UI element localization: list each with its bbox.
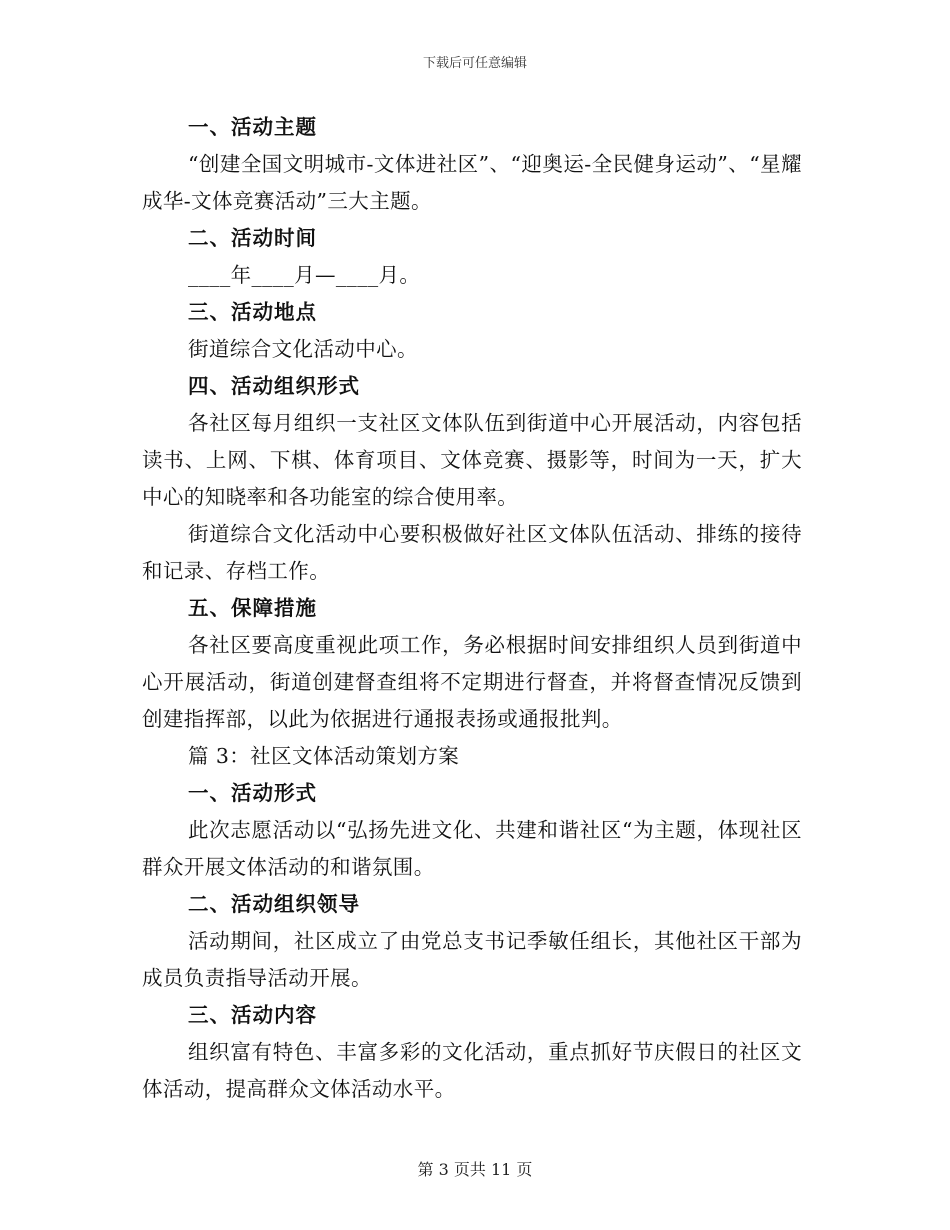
paragraph-organization-form-1: 各社区每月组织一支社区文体队伍到街道中心开展活动，内容包括读书、上网、下棋、体育项目、文体竞赛、摄影等，时间为一天，扩大中心的知晓率和各功能室的综合使用率。: [142, 411, 802, 509]
paragraph-activity-time: ____年____月—____月。: [188, 263, 421, 287]
section-heading-activity-time: 二、活动时间: [188, 226, 317, 250]
paragraph-activity-content: 组织富有特色、丰富多彩的文化活动，重点抓好节庆假日的社区文体活动，提高群众文体活动水平。: [142, 1040, 802, 1101]
section-heading-safeguard-measures: 五、保障措施: [188, 596, 317, 620]
section-heading-activity-theme: 一、活动主题: [188, 115, 317, 139]
section-heading-activity-location: 三、活动地点: [188, 300, 317, 324]
section-heading-leadership: 二、活动组织领导: [188, 892, 360, 916]
paragraph-activity-theme: “创建全国文明城市-文体进社区”、“迎奥运-全民健身运动”、“星耀成华-文体竞赛活动”三大主题。: [142, 152, 802, 213]
paragraph-safeguard-measures: 各社区要高度重视此项工作，务必根据时间安排组织人员到街道中心开展活动，街道创建督查组将不定期进行督查，并将督查情况反馈到创建指挥部，以此为依据进行通报表扬或通报批判。: [142, 633, 802, 731]
section-heading-activity-format: 一、活动形式: [188, 781, 317, 805]
page-header: 下载后可任意编辑: [422, 56, 527, 71]
section-heading-organization-form: 四、活动组织形式: [188, 374, 360, 398]
paragraph-organization-form-2: 街道综合文化活动中心要积极做好社区文体队伍活动、排练的接待和记录、存档工作。: [142, 522, 802, 583]
paragraph-activity-location: 街道综合文化活动中心。: [188, 337, 418, 361]
paragraph-leadership: 活动期间，社区成立了由党总支书记季敏任组长，其他社区干部为成员负责指导活动开展。: [142, 929, 802, 990]
document-body: [142, 109, 802, 1108]
paragraph-activity-format: 此次志愿活动以“弘扬先进文化、共建和谐社区“为主题，体现社区群众开展文体活动的和谐氛围。: [142, 818, 802, 879]
section-heading-activity-content: 三、活动内容: [188, 1003, 317, 1027]
article-3-title: 篇 3：社区文体活动策划方案: [188, 744, 460, 768]
page-number: 第 3 页共 11 页: [417, 1160, 533, 1179]
